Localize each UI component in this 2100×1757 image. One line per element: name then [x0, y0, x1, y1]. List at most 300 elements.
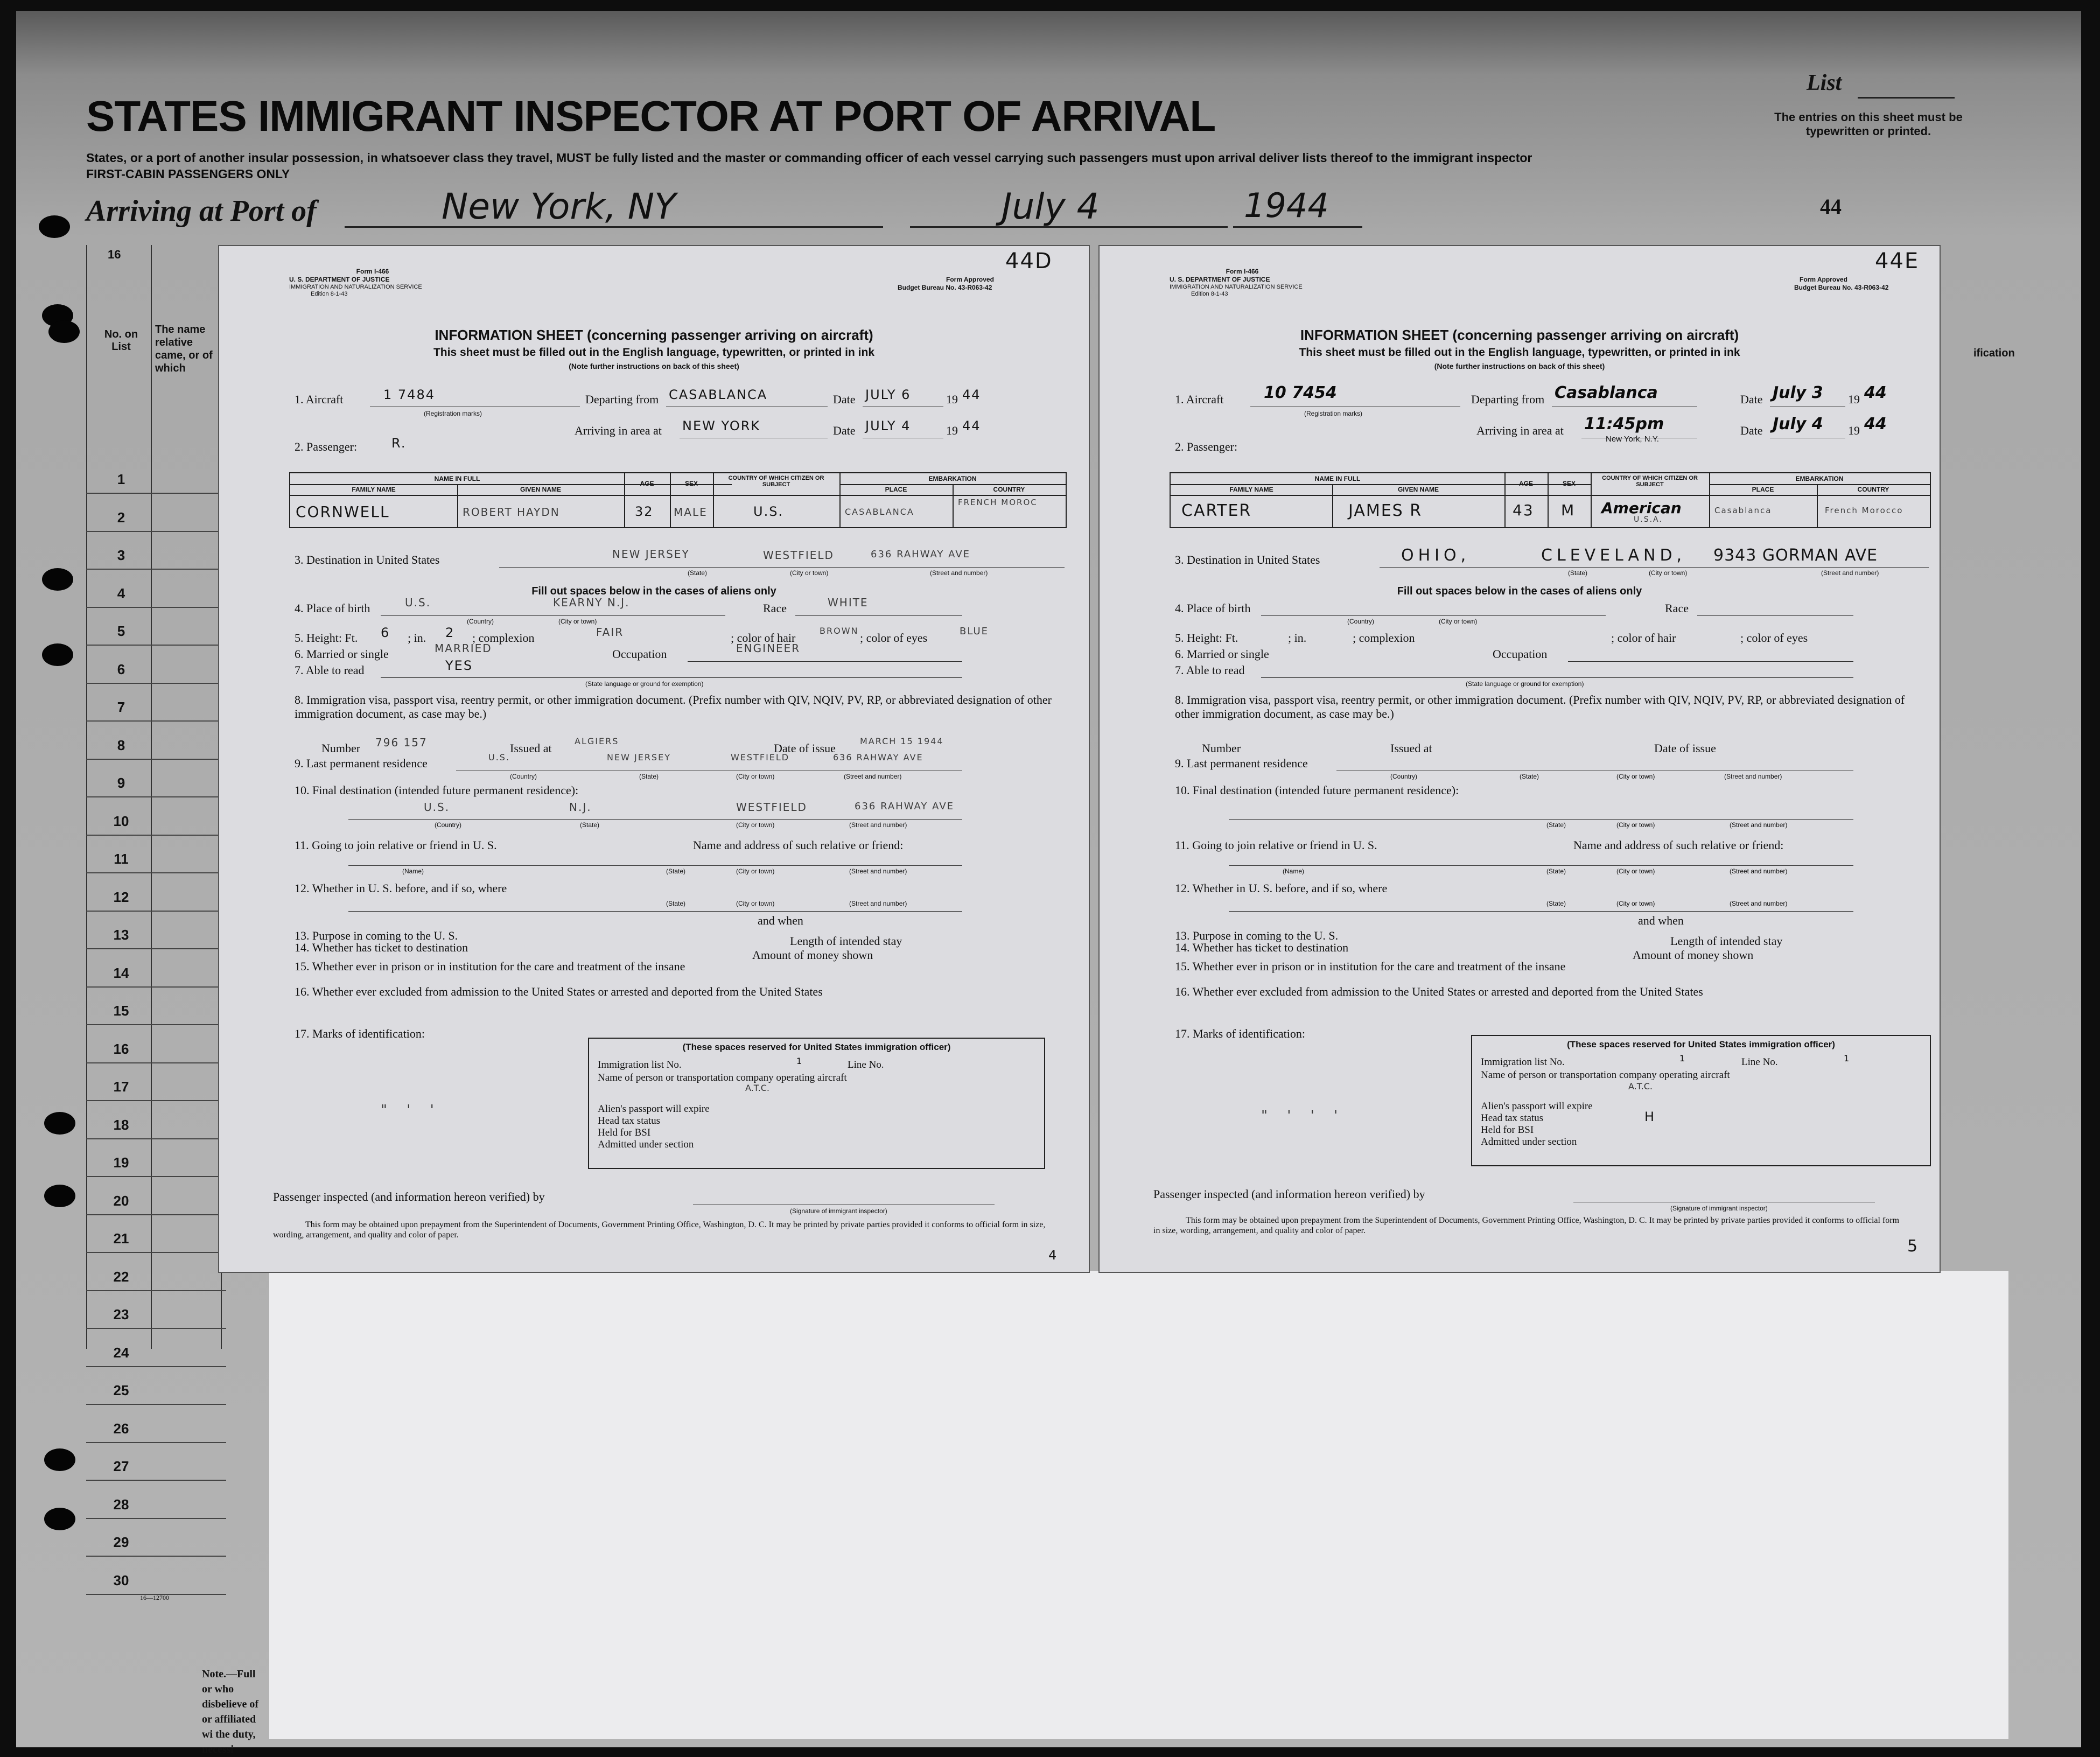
excluded-label: 16. Whether ever excluded from admission to the United States or arrested and deported from the United States — [1175, 985, 1703, 998]
hair-label: ; color of hair — [731, 631, 796, 645]
ledger-row-number: 1 — [117, 471, 125, 487]
ledger-row-line — [86, 1176, 226, 1177]
before-line — [348, 911, 962, 912]
final-state: N.J. — [569, 801, 592, 814]
ledger-row-line — [86, 1518, 226, 1519]
ledger-row-number: 8 — [117, 737, 125, 753]
passenger-table — [1170, 472, 1931, 528]
th-place: PLACE — [1752, 486, 1774, 493]
departing-label: Departing from — [1471, 393, 1545, 406]
punch-hole — [42, 568, 73, 591]
citizen-sub: U.S.A. — [1634, 515, 1663, 524]
admitted-label: Admitted under section — [1481, 1136, 1577, 1147]
punch-hole — [44, 1185, 75, 1207]
arriving-label: Arriving in area at — [1476, 424, 1564, 437]
ledger-row-number: 20 — [113, 1192, 129, 1209]
eyes-label: ; color of eyes — [1740, 631, 1808, 645]
signature-caption: (Signature of immigrant inspector) — [1670, 1205, 1768, 1212]
race-label: Race — [1665, 601, 1689, 615]
footer-note: This form may be obtained upon prepayment from the Superintendent of Documents, Government Printing Office, Washington, D. C. It may be printed by private parties provided it conforms to official form in size, wording, arrangement, and quality and color of paper. — [1153, 1216, 1900, 1235]
ledger-row-number: 14 — [113, 964, 129, 981]
form-code: 16—12700 — [140, 1594, 169, 1601]
cap-res-state: (State) — [1520, 773, 1539, 780]
th-country-citizen: COUNTRY OF WHICH CITIZEN OR SUBJECT — [728, 475, 824, 488]
form-approved: Form Approved — [1800, 276, 1847, 283]
sheet-heading-2: This sheet must be filled out in the English language, typewritten, or printed in ink — [1299, 346, 1740, 359]
ledger-row-line — [86, 1556, 226, 1557]
married-label: 6. Married or single — [1175, 647, 1269, 661]
before-label: 12. Whether in U. S. before, and if so, where — [295, 881, 507, 895]
bsi-label: Held for BSI — [598, 1127, 651, 1138]
cap-before-city: (City or town) — [736, 900, 775, 907]
th-country: COUNTRY — [993, 486, 1025, 493]
cap-join-name: (Name) — [402, 867, 424, 875]
th-sex: SEX — [684, 480, 698, 487]
passport-label: Alien's passport will expire — [1481, 1101, 1593, 1112]
ledger-row-line — [86, 1480, 226, 1481]
visa-label: 8. Immigration visa, passport visa, reentry permit, or other immigration document. (Prefix number with QIV, NQIV, PV, RP, or abbreviated designation of other immigration document, as case may be.) — [1175, 693, 1905, 720]
inspected-label: Passenger inspected (and information hereon verified) by — [273, 1190, 545, 1203]
list-underline — [1858, 97, 1955, 99]
ledger-row-number: 4 — [117, 585, 125, 601]
budget-bureau: Budget Bureau No. 43-R063-42 — [898, 284, 992, 291]
cap-birth-country: (Country) — [467, 618, 494, 625]
birth-city: KEARNY N.J. — [553, 596, 630, 609]
race-value: WHITE — [828, 596, 869, 609]
cap-join-street: (Street and number) — [849, 867, 907, 875]
dep-date-value: July 3 — [1773, 383, 1823, 402]
before-label: 12. Whether in U. S. before, and if so, where — [1175, 881, 1388, 895]
manifest-title: STATES IMMIGRANT INSPECTOR AT PORT OF ARRIVAL — [86, 92, 1216, 140]
manifest-class-line: FIRST-CABIN PASSENGERS ONLY — [86, 167, 290, 181]
cap-state: (State) — [1568, 569, 1588, 577]
ledger-row-line — [86, 683, 226, 684]
marks-label: 17. Marks of identification: — [1175, 1027, 1305, 1040]
year-value: 1944 — [1244, 186, 1329, 225]
arr-year-prefix: 19 — [946, 424, 958, 437]
imm-list-label: Immigration list No. — [598, 1059, 682, 1070]
imm-list-value: 1 — [796, 1056, 802, 1066]
company-label: Name of person or transportation company operating aircraft — [1481, 1069, 1730, 1081]
ledger-row-number: 16 — [113, 1040, 129, 1057]
cap-birth-city: (City or town) — [1439, 618, 1478, 625]
head-tax-value: H — [1644, 1109, 1655, 1124]
money-label: Amount of money shown — [752, 948, 873, 962]
cap-city: (City or town) — [1649, 569, 1688, 577]
ledger-row-number: 27 — [113, 1458, 129, 1474]
emb-country: French Morocco — [1825, 506, 1903, 515]
marks-handwriting: " ' ' ' — [1261, 1108, 1346, 1124]
department: U. S. DEPARTMENT OF JUSTICE — [289, 276, 390, 283]
th-name-in-full: NAME IN FULL — [1314, 475, 1361, 482]
th-family-name: FAMILY NAME — [352, 486, 396, 493]
cap-before-street: (Street and number) — [849, 900, 907, 907]
sheet-heading-3: (Note further instructions on back of this sheet) — [1434, 362, 1605, 370]
passenger-label: 2. Passenger: — [1175, 440, 1238, 453]
cap-final-street: (Street and number) — [1730, 821, 1788, 829]
hair-label: ; color of hair — [1611, 631, 1676, 645]
ledger-row-line — [86, 759, 226, 760]
cap-state: (State) — [688, 569, 708, 577]
given-name: ROBERT HAYDN — [463, 506, 560, 519]
read-value: YES — [445, 658, 473, 673]
sex-value: MALE — [674, 506, 708, 519]
dest-street: 636 RAHWAY AVE — [871, 549, 970, 560]
blank-paper-area — [269, 1271, 2008, 1739]
race-line — [1697, 615, 1853, 616]
admitted-label: Admitted under section — [598, 1139, 694, 1150]
ledger-row-line — [86, 835, 226, 836]
passenger-table — [289, 472, 1067, 528]
given-name: JAMES R — [1348, 501, 1423, 520]
dep-year-value: 44 — [1864, 383, 1887, 402]
ticket-label: 14. Whether has ticket to destination — [295, 941, 468, 954]
read-caption: (State language or ground for exemption) — [585, 680, 704, 688]
emb-country: FRENCH MOROC — [958, 498, 1038, 507]
ledger-row-line — [86, 1214, 226, 1215]
read-label: 7. Able to read — [1175, 663, 1245, 677]
family-name: CORNWELL — [296, 503, 390, 521]
reserved-caption: (These spaces reserved for United States immigration officer) — [1567, 1039, 1835, 1049]
page-mark: 5 — [1907, 1237, 1919, 1256]
reg-marks-caption: (Registration marks) — [1304, 410, 1363, 417]
destination-label: 3. Destination in United States — [295, 553, 440, 566]
aircraft-label: 1. Aircraft — [1175, 393, 1224, 406]
cap-join-city: (City or town) — [1616, 867, 1655, 875]
form-approved: Form Approved — [946, 276, 994, 283]
inch-label: ; in. — [1288, 631, 1307, 645]
ledger-row-number: 28 — [113, 1496, 129, 1513]
service: IMMIGRATION AND NATURALIZATION SERVICE — [1170, 284, 1303, 290]
dest-city: WESTFIELD — [763, 549, 834, 562]
ledger-row-number: 19 — [113, 1154, 129, 1171]
edition: Edition 8-1-43 — [311, 291, 348, 297]
read-label: 7. Able to read — [295, 663, 365, 677]
read-caption: (State language or ground for exemption) — [1466, 680, 1584, 688]
th-age: AGE — [640, 480, 654, 487]
cap-res-street: (Street and number) — [844, 773, 902, 780]
join-name-label: Name and address of such relative or friend: — [693, 838, 904, 852]
th-embarkation: EMBARKATION — [928, 475, 977, 482]
form-number: Form I-466 — [1226, 268, 1259, 275]
reserved-caption: (These spaces reserved for United States immigration officer) — [682, 1042, 951, 1052]
ledger-row-number: 3 — [117, 547, 125, 563]
punch-hole — [44, 1112, 75, 1135]
prison-label: 15. Whether ever in prison or in institution for the care and treatment of the insane — [1175, 960, 1566, 973]
cap-final-state: (State) — [580, 821, 600, 829]
occupation-value: ENGINEER — [736, 642, 801, 655]
arriving-label: Arriving in area at — [575, 424, 662, 437]
punch-hole — [39, 215, 70, 238]
excluded-label: 16. Whether ever excluded from admission to the United States or arrested and deported from the United States — [295, 985, 823, 998]
final-label: 10. Final destination (intended future permanent residence): — [295, 783, 579, 797]
th-given-name: GIVEN NAME — [520, 486, 561, 493]
residence-label: 9. Last permanent residence — [295, 757, 428, 770]
sheet-id: 44D — [1005, 249, 1053, 274]
sheet-heading-3: (Note further instructions on back of this sheet) — [569, 362, 739, 370]
imm-list-label: Immigration list No. — [1481, 1056, 1565, 1068]
departing-value: CASABLANCA — [669, 387, 768, 402]
complexion-value: FAIR — [596, 626, 624, 639]
ledger-row-line — [86, 720, 226, 722]
ledger-row-number: 29 — [113, 1534, 129, 1550]
join-label: 11. Going to join relative or friend in U. S. — [1175, 838, 1377, 852]
sex-value: M — [1561, 501, 1576, 519]
and-when-label: and when — [1638, 914, 1684, 927]
date-value: July 4 — [1002, 186, 1100, 227]
footnote-partial: Note.—Full or who disbelieve of or affiliated wi the duty, necessi — [202, 1668, 258, 1755]
cap-birth-city: (City or town) — [558, 618, 597, 625]
dest-state: NEW JERSEY — [612, 548, 690, 561]
age-value: 43 — [1513, 501, 1534, 519]
ledger-row-line — [86, 1138, 226, 1139]
cap-street: (Street and number) — [1821, 569, 1879, 577]
purpose-label: 13. Purpose in coming to the U. S. — [1175, 929, 1339, 942]
final-street: 636 RAHWAY AVE — [855, 801, 954, 812]
ledger-row-line — [86, 1024, 226, 1025]
reg-marks-caption: (Registration marks) — [424, 410, 482, 417]
officer-reserved-box — [1471, 1035, 1931, 1166]
stay-label: Length of intended stay — [790, 934, 902, 948]
issued-at-label: Issued at — [510, 741, 552, 755]
ledger-row-line — [86, 493, 226, 494]
col-no-on-list: No. on List — [104, 328, 138, 353]
complexion-label: ; complexion — [1353, 631, 1415, 645]
ledger-row-line — [86, 986, 226, 988]
cap-res-city: (City or town) — [736, 773, 775, 780]
married-label: 6. Married or single — [295, 647, 389, 661]
company-value: A.T.C. — [745, 1083, 769, 1093]
passenger-label: 2. Passenger: — [295, 440, 358, 453]
arr-date-value: July 4 — [1773, 415, 1823, 433]
footer-note: This form may be obtained upon prepayment from the Superintendent of Documents, Government Printing Office, Washington, D. C. It may be printed by private parties provided it conforms to official form in size, wording, arrangement, and quality and color of paper. — [273, 1220, 1046, 1240]
cap-street: (Street and number) — [930, 569, 988, 577]
arr-date-label: Date — [833, 424, 856, 437]
cap-before-city: (City or town) — [1616, 900, 1655, 907]
join-label: 11. Going to join relative or friend in U. S. — [295, 838, 497, 852]
sheet-id: 44E — [1875, 249, 1920, 274]
cap-before-street: (Street and number) — [1730, 900, 1788, 907]
marks-handwriting: " ' ' — [381, 1102, 442, 1118]
page-mark: 4 — [1048, 1248, 1058, 1263]
ledger-row-number: 17 — [113, 1079, 129, 1095]
th-country: COUNTRY — [1857, 486, 1889, 493]
citizen-value: American — [1601, 499, 1682, 517]
ledger-row-number: 26 — [113, 1420, 129, 1437]
height-label: 5. Height: Ft. — [295, 631, 358, 645]
ledger-row-number: 21 — [113, 1230, 129, 1247]
ledger-row-line — [86, 1062, 226, 1063]
family-name: CARTER — [1181, 501, 1252, 520]
arriving-sub: New York, N.Y. — [1606, 435, 1659, 444]
budget-bureau: Budget Bureau No. 43-R063-42 — [1794, 284, 1889, 291]
eyes-label: ; color of eyes — [860, 631, 928, 645]
race-line — [795, 615, 962, 616]
aircraft-label: 1. Aircraft — [295, 393, 344, 406]
bsi-label: Held for BSI — [1481, 1124, 1534, 1136]
hair-value: BROWN — [820, 626, 859, 636]
occupation-line — [688, 661, 962, 662]
birth-label: 4. Place of birth — [295, 601, 370, 615]
cap-join-city: (City or town) — [736, 867, 775, 875]
arriving-value: NEW YORK — [682, 418, 761, 433]
ledger-row-number: 6 — [117, 661, 125, 677]
punch-hole — [42, 643, 73, 666]
inch-label: ; in. — [408, 631, 426, 645]
passenger-class: R. — [391, 436, 407, 451]
departing-label: Departing from — [585, 393, 659, 406]
before-line — [1229, 911, 1853, 912]
destination-label: 3. Destination in United States — [1175, 553, 1320, 566]
line-no-label: Line No. — [1741, 1056, 1778, 1068]
occupation-label: Occupation — [1493, 647, 1548, 661]
ledger-row-number: 25 — [113, 1382, 129, 1398]
port-label: Arriving at Port of — [86, 194, 317, 228]
ledger-row-line — [86, 1328, 226, 1329]
ledger-row-number: 7 — [117, 699, 125, 715]
year-underline — [1233, 226, 1362, 228]
cap-before-state: (State) — [1546, 900, 1566, 907]
residence-label: 9. Last permanent residence — [1175, 757, 1308, 770]
res-street: 636 RAHWAY AVE — [833, 752, 923, 762]
dep-year-prefix: 19 — [1848, 393, 1860, 406]
cap-res-street: (Street and number) — [1724, 773, 1782, 780]
join-line — [1229, 865, 1853, 866]
col-name-partial: The name relative came, or of which — [155, 324, 213, 374]
arriving-value: 11:45pm — [1584, 415, 1664, 433]
ledger-row-line — [86, 872, 226, 873]
birth-label: 4. Place of birth — [1175, 601, 1251, 615]
arr-year-value: 44 — [1864, 415, 1887, 433]
information-sheet-carter — [1098, 245, 1941, 1273]
ledger-row-number: 23 — [113, 1306, 129, 1322]
cap-res-city: (City or town) — [1616, 773, 1655, 780]
company-value: A.T.C. — [1628, 1081, 1653, 1091]
th-country-citizen: COUNTRY OF WHICH CITIZEN OR SUBJECT — [1602, 475, 1698, 488]
date-issue-value: MARCH 15 1944 — [860, 736, 944, 746]
inspected-label: Passenger inspected (and information hereon verified) by — [1153, 1187, 1425, 1201]
line-no-label: Line No. — [848, 1059, 884, 1070]
dest-city: CLEVELAND, — [1541, 546, 1686, 565]
destination-line — [499, 567, 1065, 568]
col-right-partial: ification — [1973, 347, 2015, 359]
department: U. S. DEPARTMENT OF JUSTICE — [1170, 276, 1270, 283]
head-tax-label: Head tax status — [598, 1115, 661, 1126]
cap-final-city: (City or town) — [1616, 821, 1655, 829]
sheet-heading: INFORMATION SHEET (concerning passenger arriving on aircraft) — [435, 327, 873, 343]
th-name-in-full: NAME IN FULL — [434, 475, 480, 482]
emb-place: CASABLANCA — [845, 507, 914, 517]
col-16: 16 — [108, 248, 121, 261]
form-number: Form I-466 — [356, 268, 389, 275]
cap-join-state: (State) — [1546, 867, 1566, 875]
arr-year-value: 44 — [962, 418, 981, 433]
race-label: Race — [763, 601, 787, 615]
cap-before-state: (State) — [666, 900, 686, 907]
th-age: AGE — [1518, 480, 1533, 487]
ledger-row-number: 24 — [113, 1344, 129, 1361]
height-ft: 6 — [381, 625, 390, 640]
ledger-row-number: 18 — [113, 1116, 129, 1133]
dest-state: OHIO, — [1401, 546, 1471, 565]
cap-join-street: (Street and number) — [1730, 867, 1788, 875]
punch-hole — [44, 1448, 75, 1471]
page-number: 44 — [1820, 194, 1842, 219]
ledger-row-number: 10 — [113, 813, 129, 829]
sheet-heading: INFORMATION SHEET (concerning passenger arriving on aircraft) — [1300, 327, 1739, 343]
final-line — [1229, 819, 1853, 820]
ledger-row-line — [86, 1404, 226, 1405]
service: IMMIGRATION AND NATURALIZATION SERVICE — [289, 284, 422, 290]
age-value: 32 — [635, 504, 654, 519]
height-label: 5. Height: Ft. — [1175, 631, 1238, 645]
company-label: Name of person or transportation company operating aircraft — [598, 1072, 847, 1083]
married-value: MARRIED — [435, 642, 492, 655]
number-label: Number — [321, 741, 361, 755]
departing-value: Casablanca — [1555, 383, 1658, 402]
cap-res-country: (Country) — [1390, 773, 1418, 780]
ledger-row-line — [86, 645, 226, 646]
emb-place: Casablanca — [1714, 506, 1772, 515]
ticket-label: 14. Whether has ticket to destination — [1175, 941, 1349, 954]
dep-date-label: Date — [833, 393, 856, 406]
ledger-row-line — [86, 569, 226, 570]
cap-final-city: (City or town) — [736, 821, 775, 829]
aliens-note: Fill out spaces below in the cases of aliens only — [531, 585, 776, 597]
birth-country: U.S. — [405, 596, 431, 609]
number-label: Number — [1202, 741, 1241, 755]
money-label: Amount of money shown — [1633, 948, 1754, 962]
cap-final-country: (Country) — [435, 821, 462, 829]
cap-res-state: (State) — [639, 773, 659, 780]
ledger-row-line — [86, 1100, 226, 1101]
dep-date-value: JULY 6 — [865, 387, 911, 402]
visa-label: 8. Immigration visa, passport visa, reentry permit, or other immigration document. (Prefix number with QIV, NQIV, PV, RP, or abbreviated designation of other immigration document, as case may be.) — [295, 693, 1052, 720]
purpose-label: 13. Purpose in coming to the U. S. — [295, 929, 458, 942]
edition: Edition 8-1-43 — [1191, 291, 1228, 297]
th-place: PLACE — [885, 486, 907, 493]
res-state: NEW JERSEY — [607, 752, 671, 762]
punch-hole — [48, 320, 80, 343]
ledger-row-number: 22 — [113, 1268, 129, 1285]
arr-year-prefix: 19 — [1848, 424, 1860, 437]
complexion-label: ; complexion — [472, 631, 535, 645]
passport-label: Alien's passport will expire — [598, 1103, 710, 1115]
dep-year-prefix: 19 — [946, 393, 958, 406]
dep-date-label: Date — [1740, 393, 1763, 406]
arr-date-label: Date — [1740, 424, 1763, 437]
issued-at-label: Issued at — [1390, 741, 1432, 755]
ledger-row-number: 30 — [113, 1572, 129, 1588]
cap-final-state: (State) — [1546, 821, 1566, 829]
th-family-name: FAMILY NAME — [1229, 486, 1273, 493]
ledger-row-line — [86, 607, 226, 608]
issued-at-value: ALGIERS — [575, 736, 619, 746]
arr-date-value: JULY 4 — [865, 418, 911, 433]
birth-line — [381, 615, 725, 616]
ledger-row-number: 13 — [113, 927, 129, 943]
punch-hole — [44, 1508, 75, 1530]
join-name-label: Name and address of such relative or friend: — [1573, 838, 1784, 852]
head-tax-label: Head tax status — [1481, 1112, 1544, 1124]
date-issue-label: Date of issue — [774, 741, 836, 755]
occupation-line — [1568, 661, 1853, 662]
th-sex: SEX — [1562, 480, 1576, 487]
res-city: WESTFIELD — [731, 752, 790, 762]
ledger-row-line — [86, 531, 226, 532]
date-issue-label: Date of issue — [1654, 741, 1716, 755]
final-city: WESTFIELD — [736, 801, 807, 814]
